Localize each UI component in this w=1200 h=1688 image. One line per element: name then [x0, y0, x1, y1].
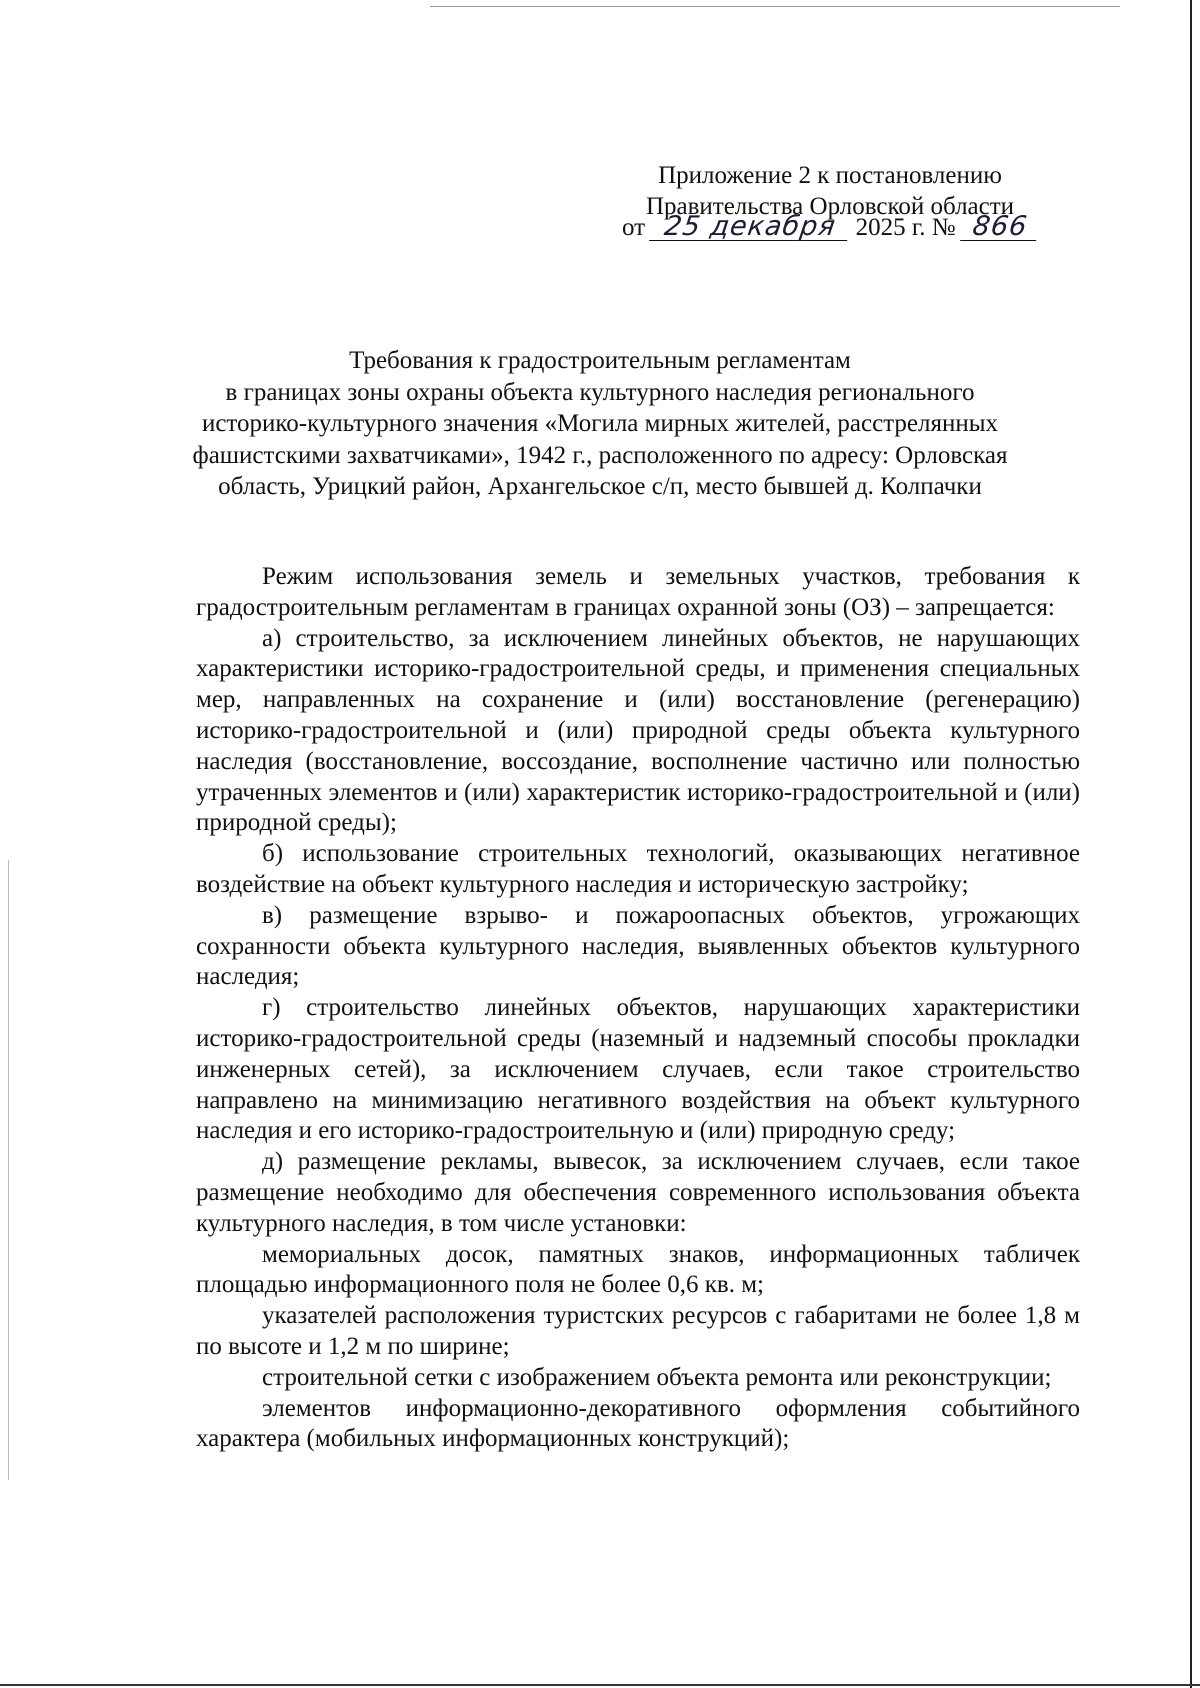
decree-date-line [622, 212, 1082, 243]
body-paragraph: элементов информационно-декоративного оформления событийного характера (мобильных информационных конструкций); [196, 1394, 1080, 1453]
handwritten-date: 25 декабря [649, 214, 851, 241]
appendix-line-2: Правительства Орловской области [645, 193, 1015, 220]
date-prefix: от [622, 214, 646, 241]
handwritten-number: 866 [960, 214, 1040, 241]
scan-edge-left [8, 860, 9, 1480]
title-line: фашистскими захватчиками», 1942 г., расположенного по адресу: Орловская [192, 441, 1008, 469]
body-paragraph: г) строительство линейных объектов, нарушающих характеристики историко-градостроительной среды (наземный и надземный способы прокладки инженерных сетей), за исключением случаев, если такое строительство направлено на минимизацию негативного воздействия на объект культурного наследия и его историко-градостроительную и (или) природную среду; [196, 994, 1080, 1145]
body-paragraph: д) размещение рекламы, вывесок, за исключением случаев, если такое размещение необходимо для обеспечения современного использования объекта культурного наследия, в том числе установки: [196, 1148, 1080, 1237]
body-paragraph: б) использование строительных технологий, оказывающих негативное воздействие на объект культурного наследия и историческую застройку; [196, 840, 1080, 898]
body-paragraph: в) размещение взрыво- и пожароопасных объектов, угрожающих сохранности объекта культурного наследия, выявленных объектов культурного наследия; [196, 901, 1080, 991]
body-paragraph: а) строительство, за исключением линейных объектов, не нарушающих характеристики историко-градостроительной среды, и применения специальных мер, направленных на сохранение и (или) восстановление (регенерацию) историко-градостроительной и (или) природной среды объекта культурного наследия (восстановление, воссоздание, восполнение частично или полностью утраченных элементов и (или) характеристик историко-градостроительной и (или) природной среды); [196, 624, 1080, 837]
scan-edge-right [1190, 0, 1192, 1688]
document-body [196, 562, 1080, 1455]
scan-edge-top [430, 6, 1120, 7]
appendix-line-1: Приложение 2 к постановлению [658, 162, 1002, 189]
body-paragraph: Режим использования земель и земельных участков, требования к градостроительным регламентам в границах охранной зоны (ОЗ) – запрещается: [196, 563, 1080, 621]
body-paragraph: указателей расположения туристских ресурсов с габаритами не более 1,8 м по высоте и 1,2 м по ширине; [196, 1302, 1080, 1360]
body-paragraph: мемориальных досок, памятных знаков, информационных табличек площадью информационного поля не более 0,6 кв. м; [196, 1240, 1080, 1299]
scan-edge-bottom [0, 1684, 1200, 1686]
title-line: область, Урицкий район, Архангельское с/п, место бывшей д. Колпачки [218, 473, 982, 500]
document-title [150, 345, 1050, 503]
title-line: в границах зоны охраны объекта культурного наследия регионального [225, 378, 975, 406]
body-paragraph: строительной сетки с изображением объекта ремонта или реконструкции; [262, 1363, 1052, 1391]
title-line: Требования к градостроительным регламентам [349, 347, 851, 374]
title-line: историко-культурного значения «Могила мирных жителей, расстрелянных [201, 410, 999, 437]
decree-year: 2025 г. № [855, 214, 956, 241]
